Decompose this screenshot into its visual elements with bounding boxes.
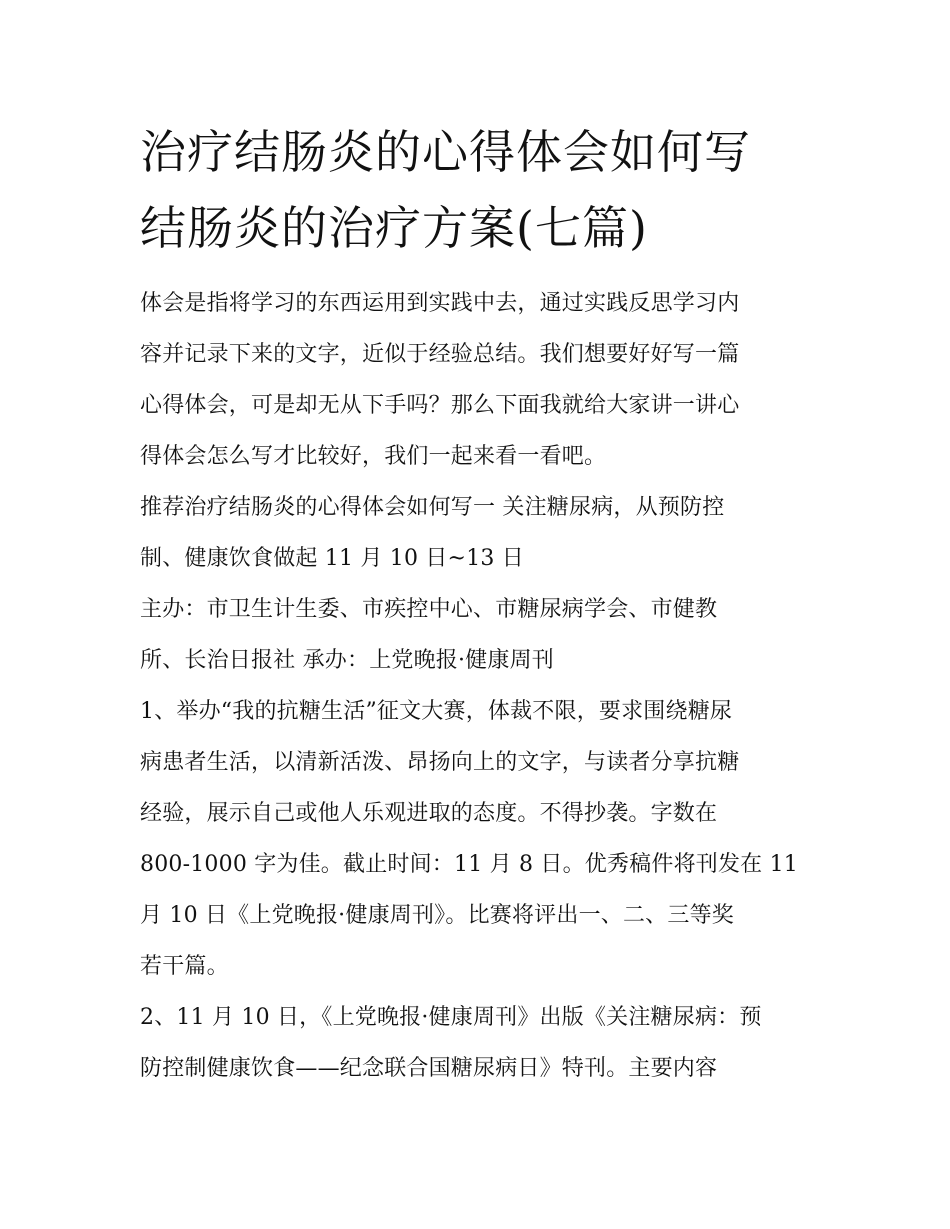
text-line: 容并记录下来的文字，近似于经验总结。我们想要好好写一篇 xyxy=(140,342,740,367)
text-line: 病患者生活，以清新活泼、昂扬向上的文字，与读者分享抗糖 xyxy=(140,750,740,775)
text-line: 所、长治日报社 承办：上党晚报·健康周刊 xyxy=(140,648,554,673)
document-body xyxy=(140,278,816,1094)
paragraph-item-1 xyxy=(140,686,816,992)
text-line: 月 10 日《上党晚报·健康周刊》。比赛将评出一、二、三等奖 xyxy=(140,903,734,928)
text-line: 2、11 月 10 日，《上党晚报·健康周刊》出版《关注糖尿病：预 xyxy=(140,1005,762,1030)
text-line: 经验，展示自己或他人乐观进取的态度。不得抄袭。字数在 xyxy=(140,801,718,826)
text-line: 推荐治疗结肠炎的心得体会如何写一 关注糖尿病，从预防控 xyxy=(140,495,725,520)
title-line: 治疗结肠炎的心得体会如何写 xyxy=(140,125,751,179)
paragraph-recommend xyxy=(140,482,816,584)
title-line: 结肠炎的治疗方案(七篇) xyxy=(140,201,648,255)
text-line: 体会是指将学习的东西运用到实践中去，通过实践反思学习内 xyxy=(140,291,740,316)
paragraph-organizers xyxy=(140,584,816,686)
text-line: 若干篇。 xyxy=(140,954,229,979)
text-line: 1、举办“我的抗糖生活”征文大赛，体裁不限，要求围绕糖尿 xyxy=(140,699,733,724)
text-line: 800-1000 字为佳。截止时间：11 月 8 日。优秀稿件将刊发在 11 xyxy=(140,852,798,877)
paragraph-intro xyxy=(140,278,816,482)
text-line: 得体会怎么写才比较好，我们一起来看一看吧。 xyxy=(140,444,607,469)
text-line: 心得体会，可是却无从下手吗？那么下面我就给大家讲一讲心 xyxy=(140,393,740,418)
text-line: 主办：市卫生计生委、市疾控中心、市糖尿病学会、市健教 xyxy=(140,597,718,622)
text-line: 制、健康饮食做起 11 月 10 日~13 日 xyxy=(140,546,524,571)
paragraph-item-2 xyxy=(140,992,816,1094)
text-line: 防控制健康饮食——纪念联合国糖尿病日》特刊。主要内容 xyxy=(140,1056,718,1081)
document-page xyxy=(140,114,816,1094)
document-title xyxy=(140,114,816,266)
